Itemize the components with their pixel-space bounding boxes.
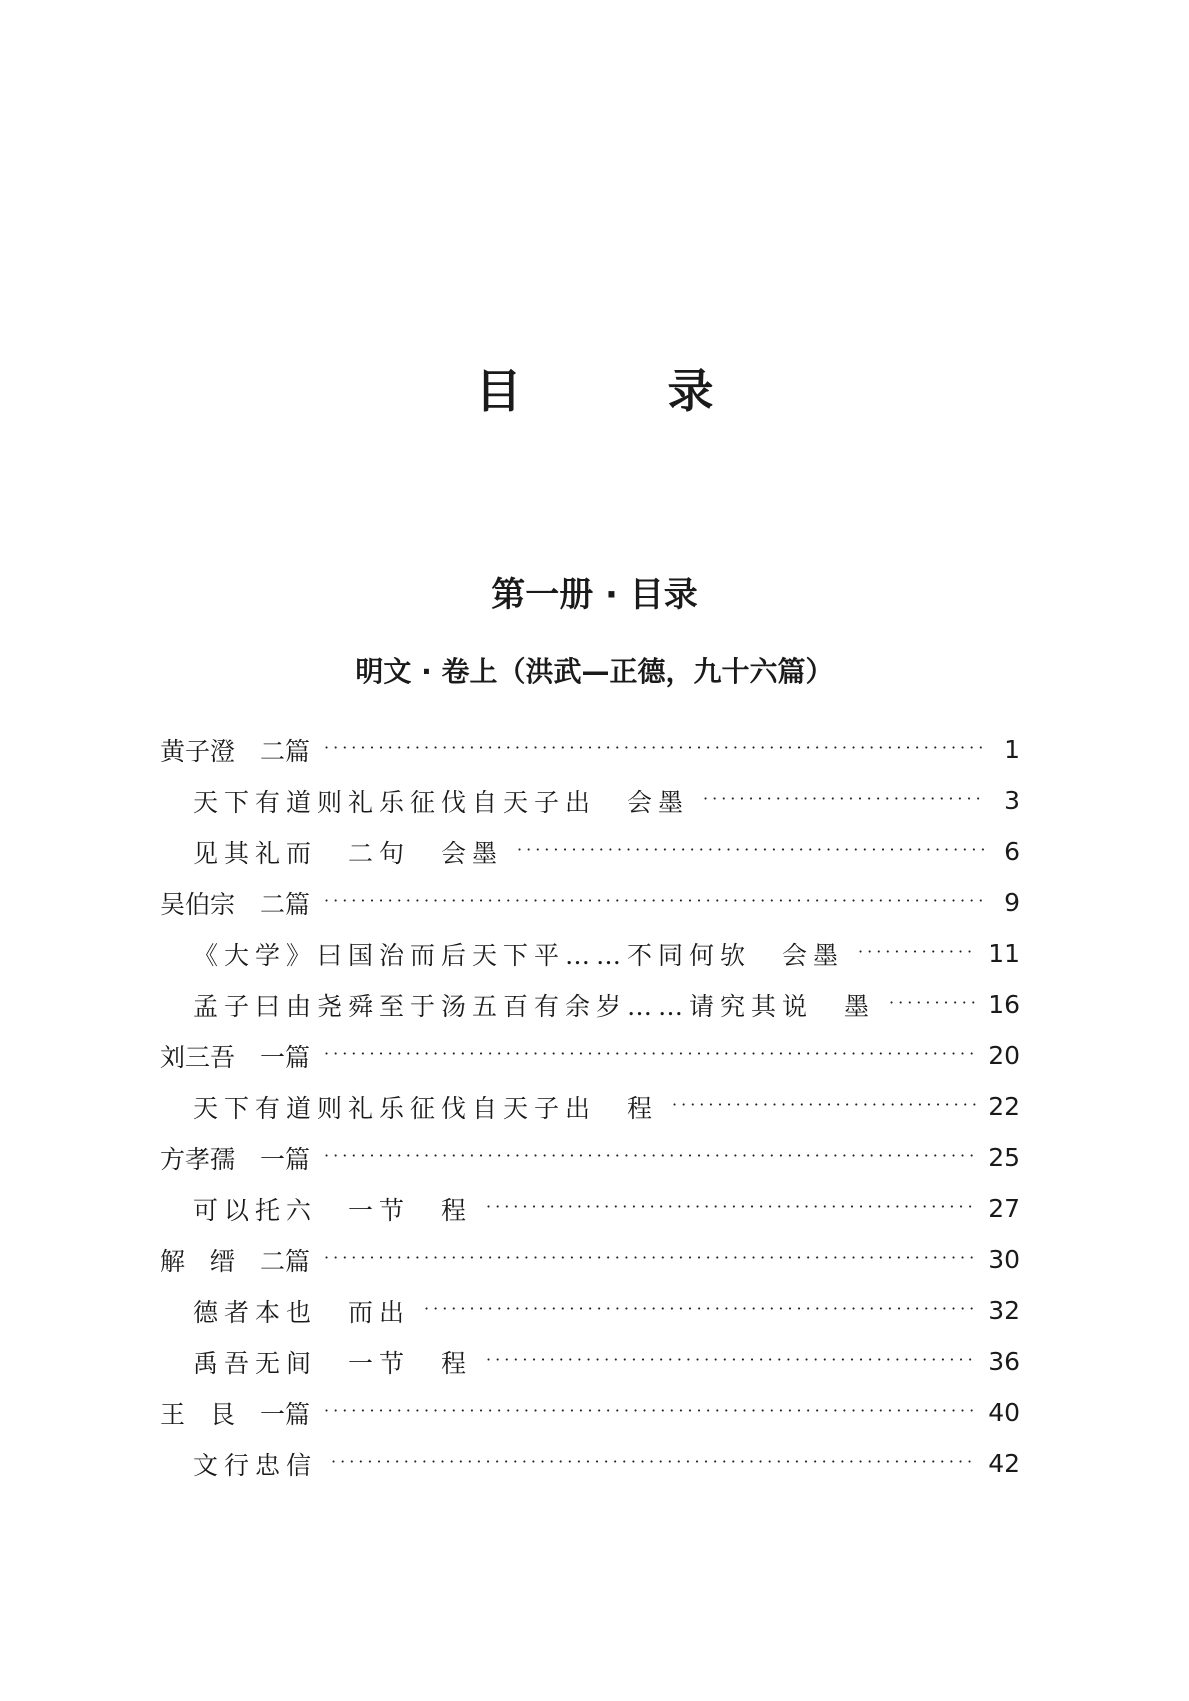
toc-entry-label: 禹吾无间 一节 程 xyxy=(193,1348,473,1378)
toc-entry-label: 天下有道则礼乐征伐自天子出 程 xyxy=(193,1093,659,1123)
dot-leader xyxy=(331,1452,976,1471)
toc-entry-essay[interactable] xyxy=(160,979,1020,1030)
toc-entry-label: 德者本也 而出 xyxy=(193,1297,411,1327)
toc-entry-label: 刘三吾 一篇 xyxy=(160,1042,311,1072)
toc-entry-page: 22 xyxy=(988,1092,1020,1121)
toc-entry-label: 可以托六 一节 程 xyxy=(193,1195,473,1225)
dot-leader xyxy=(858,942,976,961)
toc-entry-label: 孟子曰由尧舜至于汤五百有余岁……请究其说 墨 xyxy=(193,991,876,1021)
toc-entry-author[interactable] xyxy=(160,1132,1020,1183)
toc-entry-author[interactable] xyxy=(160,1387,1020,1438)
volume-title: 第一册 · 目录 xyxy=(491,575,698,615)
toc-entry-page: 25 xyxy=(988,1143,1020,1172)
dot-leader xyxy=(324,891,984,910)
toc-entry-page: 27 xyxy=(988,1194,1020,1223)
toc-entry-essay[interactable] xyxy=(160,1285,1020,1336)
dot-leader xyxy=(324,738,984,757)
toc-entry-essay[interactable] xyxy=(160,1183,1020,1234)
toc-entry-label: 见其礼而 二句 会墨 xyxy=(193,838,504,868)
dot-leader xyxy=(889,993,976,1012)
toc-entry-author[interactable] xyxy=(160,877,1020,928)
toc-entry-page: 9 xyxy=(1004,888,1020,917)
dot-leader xyxy=(703,789,984,808)
dot-leader xyxy=(324,1146,976,1165)
toc-entry-page: 20 xyxy=(988,1041,1020,1070)
toc-entry-essay[interactable] xyxy=(160,1438,1020,1489)
dot-leader xyxy=(672,1095,976,1114)
dot-leader xyxy=(324,1401,976,1420)
toc-entry-label: 黄子澄 二篇 xyxy=(160,736,311,766)
toc-entry-label: 方孝孺 一篇 xyxy=(160,1144,311,1174)
toc-entry-essay[interactable] xyxy=(160,1336,1020,1387)
dot-leader xyxy=(517,840,984,859)
toc-entry-page: 3 xyxy=(1004,786,1020,815)
toc-entry-page: 36 xyxy=(988,1347,1020,1376)
section-title: 明文 · 卷上（洪武—正德，九十六篇） xyxy=(355,655,834,688)
toc-entry-label: 解 缙 二篇 xyxy=(160,1246,311,1276)
dot-leader xyxy=(486,1350,976,1369)
toc-entry-label: 王 艮 一篇 xyxy=(160,1399,311,1429)
toc-entry-page: 1 xyxy=(1004,735,1020,764)
toc-entry-page: 30 xyxy=(988,1245,1020,1274)
toc-entry-essay[interactable] xyxy=(160,826,1020,877)
toc-entry-author[interactable] xyxy=(160,1030,1020,1081)
toc-entry-page: 32 xyxy=(988,1296,1020,1325)
toc-entry-page: 16 xyxy=(988,990,1020,1019)
toc-entry-essay[interactable] xyxy=(160,1081,1020,1132)
toc-entry-label: 天下有道则礼乐征伐自天子出 会墨 xyxy=(193,787,690,817)
toc-entry-page: 11 xyxy=(988,939,1020,968)
toc-entry-essay[interactable] xyxy=(160,928,1020,979)
toc-entry-essay[interactable] xyxy=(160,775,1020,826)
toc-entry-page: 40 xyxy=(988,1398,1020,1427)
page-title: 目 录 xyxy=(475,364,764,418)
dot-leader xyxy=(324,1044,976,1063)
toc-entry-label: 吴伯宗 二篇 xyxy=(160,889,311,919)
toc-entry-author[interactable] xyxy=(160,1234,1020,1285)
table-of-contents xyxy=(160,724,1020,1489)
toc-entry-page: 42 xyxy=(988,1449,1020,1478)
toc-entry-page: 6 xyxy=(1004,837,1020,866)
toc-entry-label: 《大学》曰国治而后天下平……不同何欤 会墨 xyxy=(193,940,845,970)
dot-leader xyxy=(486,1197,976,1216)
dot-leader xyxy=(324,1248,976,1267)
toc-entry-author[interactable] xyxy=(160,724,1020,775)
dot-leader xyxy=(424,1299,976,1318)
toc-entry-label: 文行忠信 xyxy=(193,1450,318,1480)
